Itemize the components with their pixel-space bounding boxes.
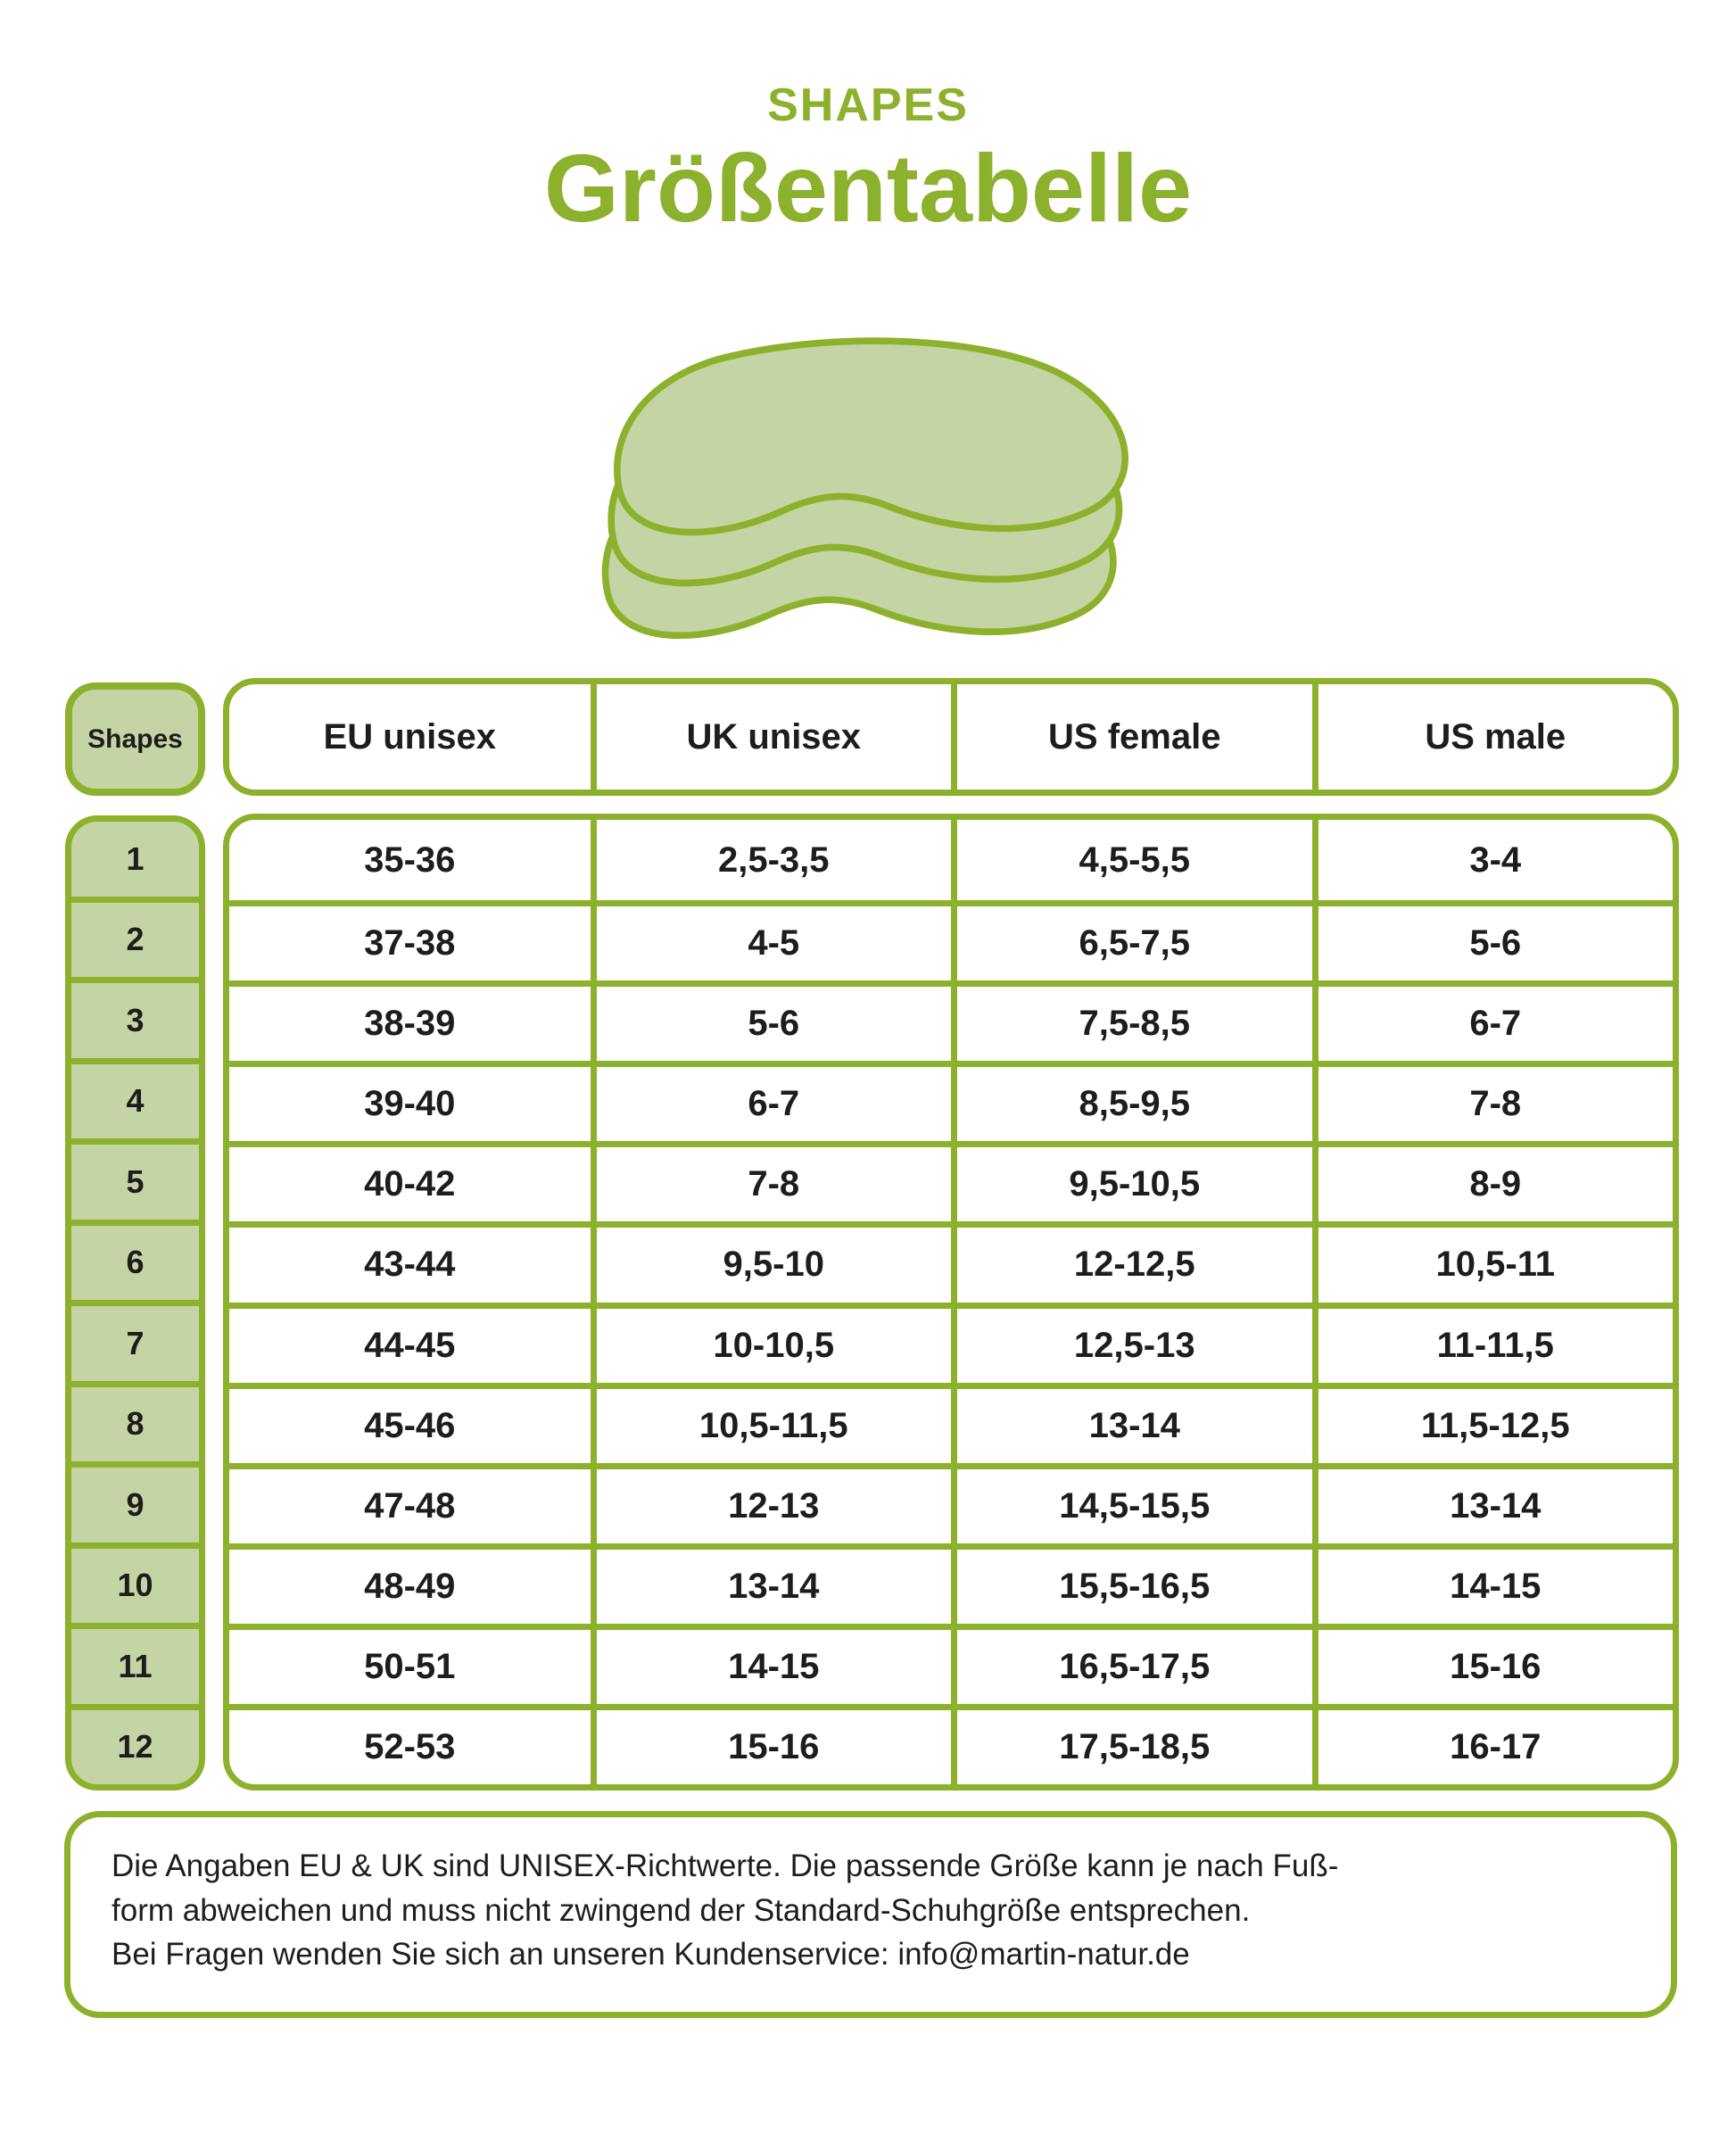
size-cell-eu: 44-45 — [229, 1303, 591, 1383]
size-cell-uk: 12-13 — [591, 1463, 952, 1543]
shape-number-cell: 9 — [71, 1461, 199, 1543]
page-title: Größentabelle — [543, 134, 1193, 242]
size-cell-us-female: 15,5-16,5 — [951, 1543, 1312, 1624]
size-cell-eu: 35-36 — [364, 840, 456, 880]
size-cell-us-female: 9,5-10,5 — [951, 1141, 1312, 1221]
size-cell-us-male: 5-6 — [1312, 900, 1674, 980]
size-cell-eu: 47-48 — [229, 1463, 591, 1543]
size-cell-eu: 50-51 — [229, 1624, 591, 1704]
column-header-eu-unisex: EU unisex — [323, 716, 496, 757]
size-cell-us-male: 13-14 — [1312, 1463, 1674, 1543]
size-cell-eu: 52-53 — [229, 1704, 591, 1784]
size-cell-uk: 13-14 — [591, 1543, 952, 1624]
size-cell-uk: 10,5-11,5 — [591, 1383, 952, 1463]
brand-name: SHAPES — [767, 79, 969, 131]
size-cell-us-male: 6-7 — [1312, 980, 1674, 1061]
size-cell-us-male: 7-8 — [1312, 1061, 1674, 1141]
size-cell-eu: 40-42 — [229, 1141, 591, 1221]
size-cell-eu: 38-39 — [229, 980, 591, 1061]
size-cell-us-male: 10,5-11 — [1312, 1221, 1674, 1302]
size-cell-us-female: 14,5-15,5 — [951, 1463, 1312, 1543]
size-cell-eu: 45-46 — [229, 1383, 591, 1463]
size-cell-uk: 2,5-3,5 — [591, 820, 952, 900]
size-cell-us-male: 3-4 — [1312, 820, 1674, 900]
shape-number-cell: 10 — [71, 1543, 199, 1624]
size-cell-uk: 6-7 — [591, 1061, 952, 1141]
size-cell-us-male: 16-17 — [1312, 1704, 1674, 1784]
column-header-us-female: US female — [951, 684, 1312, 790]
size-cell-uk: 9,5-10 — [591, 1221, 952, 1302]
insoles-stack-illustration — [565, 310, 1171, 642]
size-cell-us-male: 8-9 — [1312, 1141, 1674, 1221]
size-cell-us-male: 15-16 — [1312, 1624, 1674, 1704]
size-cell-us-female: 17,5-18,5 — [951, 1704, 1312, 1784]
size-cell-uk: 14-15 — [591, 1624, 952, 1704]
shape-number-cell: 2 — [71, 897, 199, 978]
size-cell-us-female: 6,5-7,5 — [951, 900, 1312, 980]
shape-number-cell: 6 — [71, 1220, 199, 1301]
column-header-uk-unisex: UK unisex — [591, 684, 952, 790]
size-cell-uk: 15-16 — [591, 1704, 952, 1784]
footer-note-line: Bei Fragen wenden Sie sich an unseren Kundenservice: info@martin-natur.de — [112, 1937, 1190, 1973]
table-corner-chip — [65, 682, 205, 796]
size-cell-eu: 48-49 — [229, 1543, 591, 1624]
size-table-body — [223, 814, 1679, 1791]
size-cell-eu: 43-44 — [229, 1221, 591, 1302]
size-cell-us-female: 13-14 — [951, 1383, 1312, 1463]
shape-number-column — [65, 815, 205, 1791]
size-cell-us-male: 11,5-12,5 — [1312, 1383, 1674, 1463]
footer-note-line: form abweichen und muss nicht zwingend der Standard-Schuhgröße entsprechen. — [112, 1892, 1251, 1928]
corner-chip-label: Shapes — [87, 724, 183, 754]
size-cell-uk: 4-5 — [591, 900, 952, 980]
size-cell-us-female: 8,5-9,5 — [951, 1061, 1312, 1141]
size-cell-us-male: 11-11,5 — [1312, 1303, 1674, 1383]
size-cell-us-female: 4,5-5,5 — [951, 820, 1312, 900]
size-cell-uk: 10-10,5 — [591, 1303, 952, 1383]
size-cell-eu: 37-38 — [229, 900, 591, 980]
shape-number-cell: 12 — [71, 1704, 199, 1785]
size-cell-us-female: 7,5-8,5 — [951, 980, 1312, 1061]
shape-number-cell: 11 — [71, 1623, 199, 1704]
shape-number-cell: 4 — [71, 1058, 199, 1139]
size-cell-uk: 5-6 — [591, 980, 952, 1061]
shape-number-cell: 1 — [126, 840, 145, 877]
shape-number-cell: 7 — [71, 1300, 199, 1381]
size-cell-us-female: 12-12,5 — [951, 1221, 1312, 1302]
footer-note-box — [64, 1811, 1677, 2018]
shape-number-cell: 8 — [71, 1381, 199, 1462]
footer-note-line: Die Angaben EU & UK sind UNISEX-Richtwerte. Die passende Größe kann je nach Fuß- — [112, 1849, 1339, 1883]
size-cell-us-female: 12,5-13 — [951, 1303, 1312, 1383]
size-cell-eu: 39-40 — [229, 1061, 591, 1141]
size-cell-us-male: 14-15 — [1312, 1543, 1674, 1624]
shape-number-cell: 5 — [71, 1138, 199, 1220]
insole-top-layer — [617, 341, 1125, 532]
size-table-header-row — [223, 678, 1679, 796]
size-cell-uk: 7-8 — [591, 1141, 952, 1221]
column-header-us-male: US male — [1312, 684, 1674, 790]
shape-number-cell: 3 — [71, 977, 199, 1058]
size-cell-us-female: 16,5-17,5 — [951, 1624, 1312, 1704]
